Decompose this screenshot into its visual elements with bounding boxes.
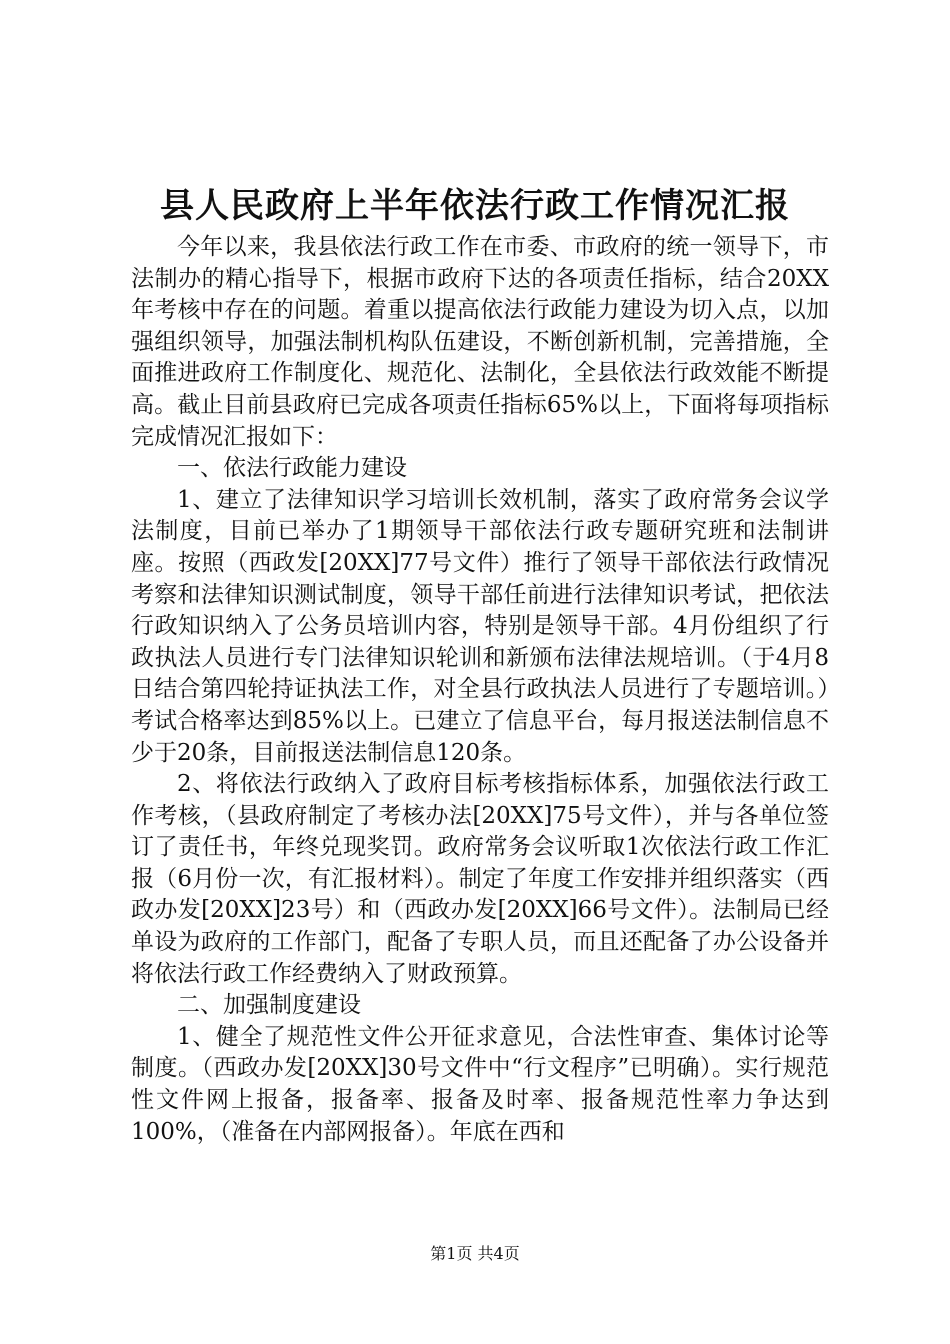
document-title: 县人民政府上半年依法行政工作情况汇报: [160, 186, 790, 226]
paragraph-intro: 今年以来，我县依法行政工作在市委、市政府的统一领导下，市法制办的精心指导下，根据市政府下达的各项责任指标，结合20XX年考核中存在的问题。着重以提高依法行政能力建设为切入点，以加强组织领导，加强法制机构队伍建设，不断创新机制，完善措施，全面推进政府工作制度化、规范化、法制化，全县依法行政效能不断提高。截止目前县政府已完成各项责任指标65%以上，下面将每项指标完成情况汇报如下：: [131, 234, 829, 450]
section-heading-2: 二、加强制度建设: [177, 992, 361, 1019]
section-heading-1: 一、依法行政能力建设: [177, 455, 407, 482]
paragraph-2-1: 1、健全了规范性文件公开征求意见，合法性审查、集体讨论等制度。（西政办发[20XX]30号文件中“行文程序”已明确）。实行规范性文件网上报备，报备率、报备及时率、报备规范性率力争达到100%，（准备在内部网报备）。年底在西和: [131, 1023, 829, 1145]
document-body: [131, 232, 829, 1148]
paragraph-1-1: 1、建立了法律知识学习培训长效机制，落实了政府常务会议学法制度，目前已举办了1期领导干部依法行政专题研究班和法制讲座。按照（西政发[20XX]77号文件）推行了领导干部依法行政情况考察和法律知识测试制度，领导干部任前进行法律知识考试，把依法行政知识纳入了公务员培训内容，特别是领导干部。4月份组织了行政执法人员进行专门法律知识轮训和新颁布法律法规培训。（于4月8日结合第四轮持证执法工作，对全县行政执法人员进行了专题培训。）考试合格率达到85%以上。已建立了信息平台，每月报送法制信息不少于20条，目前报送法制信息120条。: [131, 486, 829, 766]
paragraph-1-2: 2、将依法行政纳入了政府目标考核指标体系，加强依法行政工作考核，（县政府制定了考核办法[20XX]75号文件），并与各单位签订了责任书，年终兑现奖罚。政府常务会议听取1次依法行政工作汇报（6月份一次，有汇报材料）。制定了年度工作安排并组织落实（西政办发[20XX]23号）和（西政办发[20XX]66号文件）。法制局已经单设为政府的工作部门，配备了专职人员，而且还配备了办公设备并将依法行政工作经费纳入了财政预算。: [131, 771, 829, 987]
page-number-footer: 第1页 共4页: [430, 1244, 520, 1263]
